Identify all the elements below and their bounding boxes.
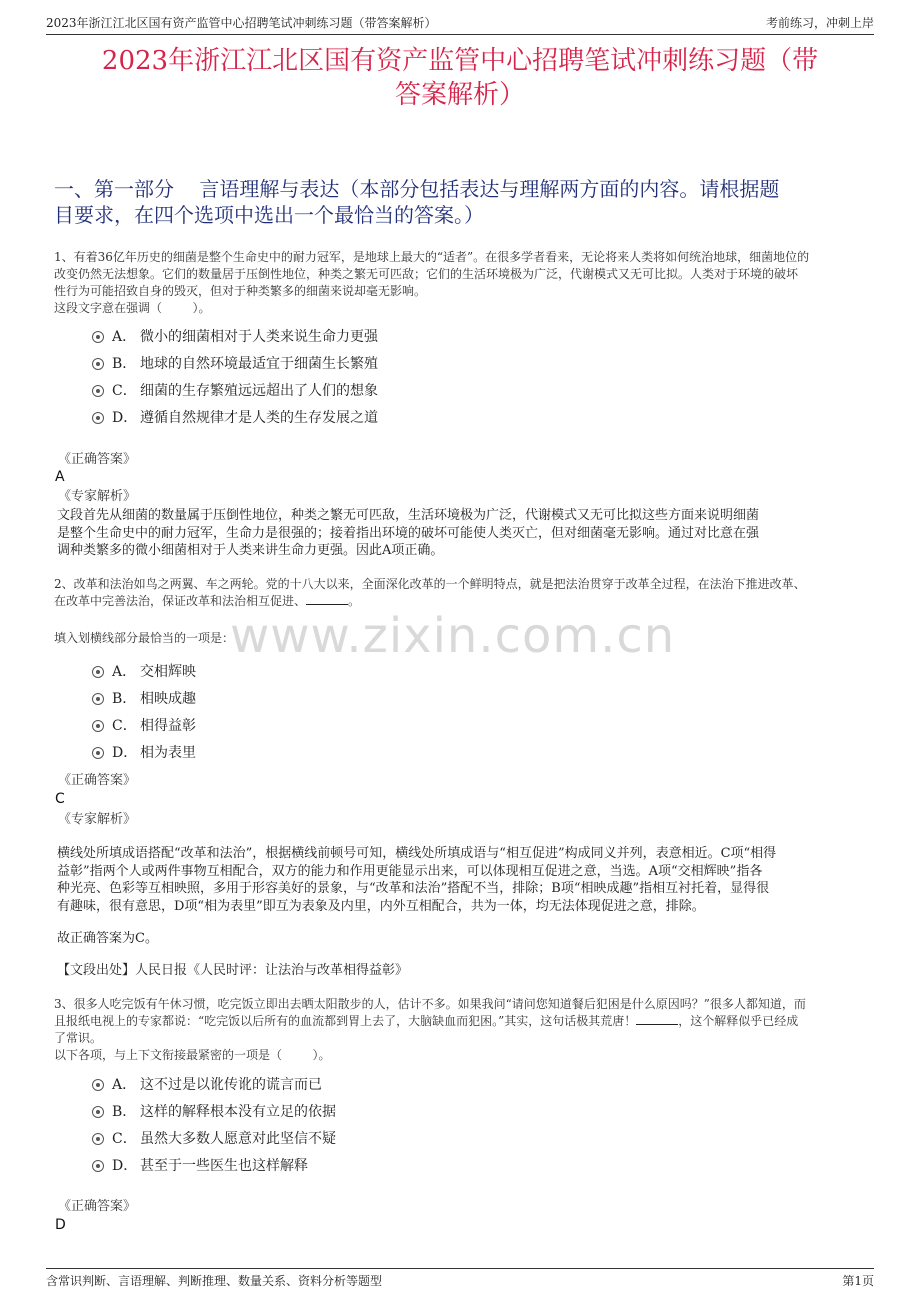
q1-option-a[interactable]: A． 微小的细菌相对于人类来说生命力更强 <box>92 328 378 346</box>
q2-stem <box>54 576 866 610</box>
q1-analysis-label: 《专家解析》 <box>58 489 137 504</box>
q1-stem-line: 性行为可能招致自身的毁灭，但对于种类繁多的细菌来说却毫无影响。 <box>54 284 427 298</box>
q3-prompt: 以下各项，与上下文衔接最紧密的一项是（ ）。 <box>54 1048 331 1062</box>
radio-icon[interactable] <box>92 358 104 370</box>
radio-icon[interactable] <box>92 1106 104 1118</box>
title-line-2: 答案解析） <box>394 80 525 110</box>
q3-stem-line: 了常识。 <box>54 1031 103 1045</box>
page-header <box>46 12 874 35</box>
header-doc-title: 2023年浙江江北区国有资产监管中心招聘笔试冲刺练习题（带答案解析） <box>46 16 437 30</box>
q1-stem-line: 改变仍然无法想象。它们的数量居于压倒性地位，种类之繁无可匹敌；它们的生活环境极为广泛，代谢模式又无可比拟。人类对于环境的破坏 <box>54 267 799 281</box>
q2-conclusion: 故正确答案为C。 <box>57 931 158 946</box>
q1-analysis <box>57 507 865 560</box>
q3-option-b[interactable]: B． 这样的解释根本没有立足的依据 <box>92 1103 336 1121</box>
radio-icon[interactable] <box>92 1133 104 1145</box>
q1-stem <box>54 249 866 317</box>
q2-stem-line: 在改革中完善法治，保证改革和法治相互促进、 。 <box>54 594 361 608</box>
q2-option-b[interactable]: B． 相映成趣 <box>92 690 196 708</box>
footer-question-types: 含常识判断、言语理解、判断推理、数量关系、资料分析等题型 <box>46 1274 383 1288</box>
q3-stem-line: 且报纸电视上的专家都说：“吃完饭以后所有的血流都到胃上去了，大脑缺血而犯困。”其实，这句话极其荒唐！ ，这个解释似乎已经成 <box>54 1014 799 1028</box>
q3-option-d[interactable]: D． 甚至于一些医生也这样解释 <box>92 1157 308 1175</box>
section-heading-line-2: 目要求，在四个选项中选出一个最恰当的答案。） <box>54 203 484 227</box>
radio-icon[interactable] <box>92 1160 104 1172</box>
q2-analysis-line: 种光亮、色彩等互相映照，多用于形容美好的景象，与“改革和法治”搭配不当，排除；B项“相映成趣”指相互衬托着，显得很 <box>57 881 770 896</box>
radio-icon[interactable] <box>92 331 104 343</box>
q1-option-c[interactable]: C． 细菌的生存繁殖远远超出了人们的想象 <box>92 382 378 400</box>
q2-analysis-label: 《专家解析》 <box>58 812 137 827</box>
q1-stem-line: 这段文字意在强调（ ）。 <box>54 301 211 315</box>
q1-analysis-line: 文段首先从细菌的数量属于压倒性地位，种类之繁无可匹敌，生活环境极为广泛，代谢模式又无可比拟这些方面来说明细菌 <box>57 508 760 523</box>
q2-analysis-line: 有趣味，很有意思，D项“相为表里”即互为表象及内里，内外互相配合，共为一体，均无法体现促进之意，排除。 <box>57 898 705 914</box>
q2-analysis-line: 横线处所填成语搭配“改革和法治”，根据横线前顿号可知，横线处所填成语与“相互促进”构成同义并列，表意相近。C项“相得 <box>57 846 777 861</box>
q2-answer-label: 《正确答案》 <box>58 773 137 788</box>
radio-icon[interactable] <box>92 747 104 759</box>
radio-icon[interactable] <box>92 693 104 705</box>
q1-answer-label: 《正确答案》 <box>58 452 137 467</box>
q3-option-c[interactable]: C． 虽然大多数人愿意对此坚信不疑 <box>92 1130 336 1148</box>
q3-stem <box>54 996 866 1064</box>
q3-answer-label: 《正确答案》 <box>58 1199 137 1214</box>
q2-option-a[interactable]: A． 交相辉映 <box>92 663 196 681</box>
q2-stem-line: 2、改革和法治如鸟之两翼、车之两轮。党的十八大以来，全面深化改革的一个鲜明特点，就是把法治贯穿于改革全过程，在法治下推进改革、 <box>54 577 806 591</box>
q2-option-d[interactable]: D． 相为表里 <box>92 744 196 762</box>
q2-answer: C <box>55 791 65 807</box>
watermark: www.zixin.com.cn <box>230 608 676 664</box>
q3-answer: D <box>55 1217 66 1233</box>
q1-option-b[interactable]: B． 地球的自然环境最适宜于细菌生长繁殖 <box>92 355 378 373</box>
q1-answer: A <box>55 469 65 485</box>
header-slogan: 考前练习，冲刺上岸 <box>765 16 874 30</box>
title-line-1: 2023年浙江江北区国有资产监管中心招聘笔试冲刺练习题（带 <box>101 46 819 76</box>
q1-analysis-line: 是整个生命史中的耐力冠军，生命力是很强的；接着指出环境的破坏可能使人类灭亡，但对细菌毫无影响。通过对比意在强 <box>57 525 760 541</box>
fill-blank <box>636 1014 678 1025</box>
radio-icon[interactable] <box>92 666 104 678</box>
section-heading <box>54 176 870 228</box>
q1-analysis-line: 调种类繁多的微小细菌相对于人类来讲生命力更强。因此A项正确。 <box>57 543 444 558</box>
q2-source: 【文段出处】人民日报《人民时评：让法治与改革相得益彰》 <box>57 963 409 978</box>
page-footer <box>46 1268 874 1289</box>
q2-analysis <box>57 845 865 915</box>
q1-option-d[interactable]: D． 遵循自然规律才是人类的生存发展之道 <box>92 409 378 427</box>
q3-option-a[interactable]: A． 这不过是以讹传讹的谎言而已 <box>92 1076 322 1094</box>
q1-stem-line: 1、有着36亿年历史的细菌是整个生命史中的耐力冠军，是地球上最大的“适者”。在很多学者看来，无论将来人类将如何统治地球，细菌地位的 <box>54 250 810 264</box>
radio-icon[interactable] <box>92 385 104 397</box>
q2-analysis-line: 益彰”指两个人或两件事物互相配合，双方的能力和作用更能显示出来，可以体现相互促进之意，当选。A项“交相辉映”指各 <box>57 863 763 879</box>
document-title <box>46 44 874 112</box>
radio-icon[interactable] <box>92 412 104 424</box>
section-heading-line-1: 一、第一部分 言语理解与表达（本部分包括表达与理解两方面的内容。请根据题 <box>54 177 780 201</box>
page-number: 第1页 <box>842 1274 874 1288</box>
radio-icon[interactable] <box>92 1079 104 1091</box>
fill-blank <box>306 594 348 605</box>
q3-stem-line: 3、很多人吃完饭有午休习惯，吃完饭立即出去晒太阳散步的人，估计不多。如果我问“请问您知道餐后犯困是什么原因吗？”很多人都知道，而 <box>54 997 806 1011</box>
q2-option-c[interactable]: C． 相得益彰 <box>92 717 196 735</box>
q2-prompt: 填入划横线部分最恰当的一项是： <box>54 631 235 645</box>
radio-icon[interactable] <box>92 720 104 732</box>
